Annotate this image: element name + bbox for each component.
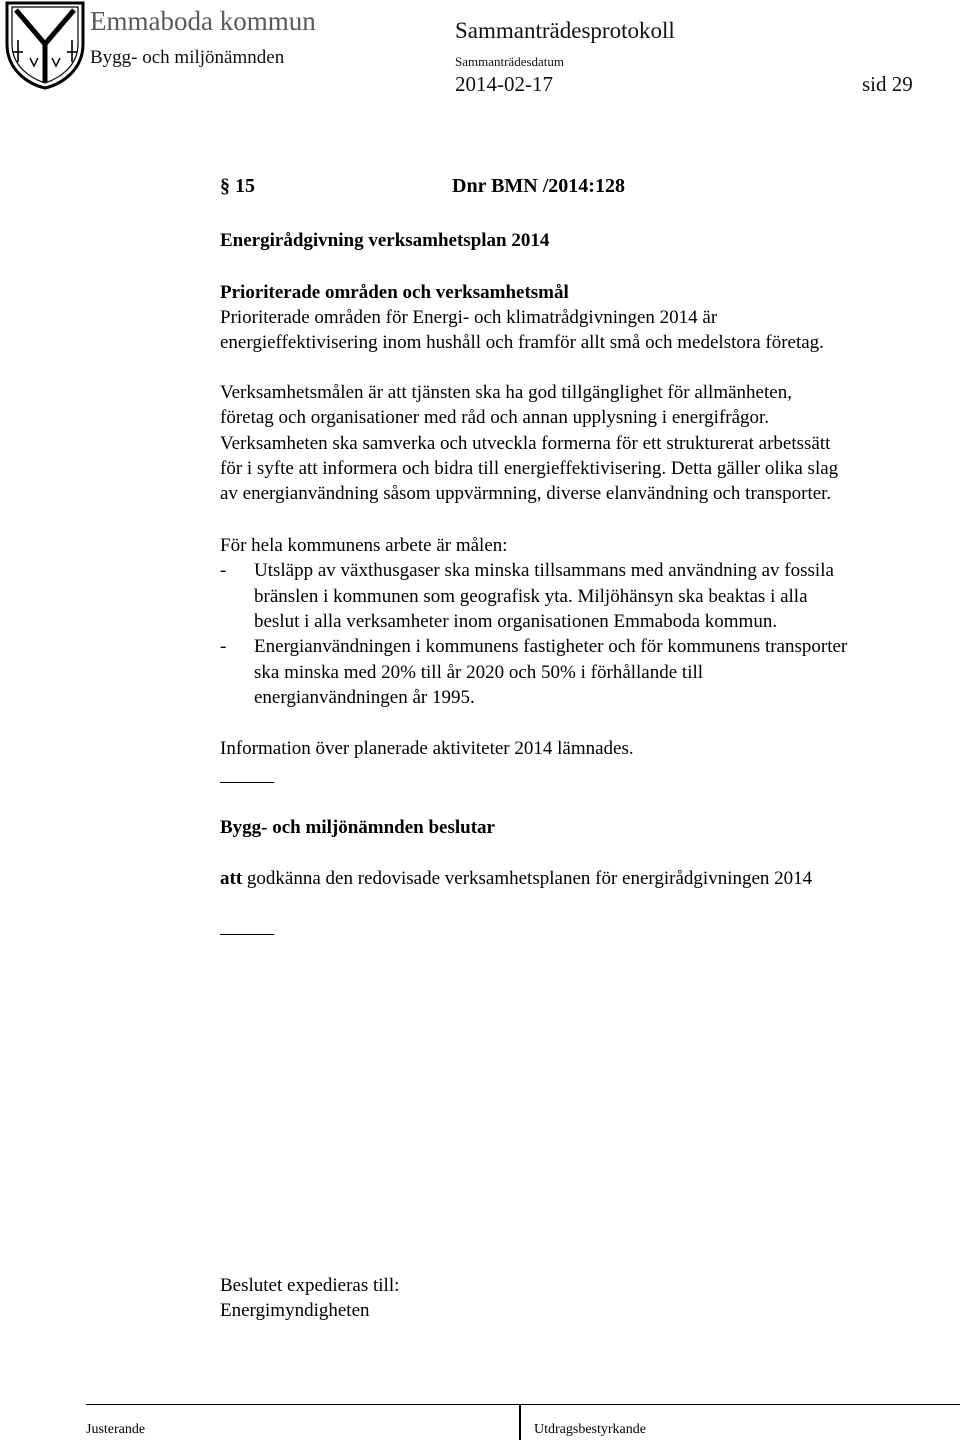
- goals-line: Verksamheten ska samverka och utveckla formerna för ett strukturerat arbetssätt: [220, 433, 831, 454]
- dispatch-recipient: Energimyndigheten: [220, 1300, 370, 1321]
- footer-rule: [86, 1404, 960, 1405]
- municipal-crest-icon: [4, 0, 86, 90]
- priority-line: Prioriterade områden för Energi- och klimatrådgivningen 2014 är: [220, 307, 718, 328]
- decision-line: [220, 866, 812, 891]
- utdragsbestyrkande-label: Utdragsbestyrkande: [534, 1422, 646, 1437]
- decision-heading: Bygg- och miljönämnden beslutar: [220, 817, 495, 838]
- goals-line: av energianvändning såsom uppvärmning, diverse elanvändning och transporter.: [220, 483, 832, 504]
- dispatch-label: Beslutet expedieras till:: [220, 1275, 400, 1296]
- goals-line: företag och organisationer med råd och annan upplysning i energifrågor.: [220, 407, 770, 428]
- bullet-line: beslut i alla verksamheter inom organisationen Emmaboda kommun.: [254, 611, 778, 632]
- bullet-line: energianvändningen år 1995.: [254, 687, 475, 708]
- goals-intro: För hela kommunens arbete är målen:: [220, 535, 508, 556]
- bullet-line: Energianvändningen i kommunens fastigheter och för kommunens transporter: [254, 636, 848, 657]
- page-number: sid 29: [862, 72, 913, 96]
- paragraph-number: § 15: [220, 175, 255, 197]
- footer-divider: [519, 1404, 521, 1440]
- bullet-line: Utsläpp av växthusgaser ska minska tillsammans med användning av fossila: [254, 560, 834, 581]
- subheading: Prioriterade områden och verksamhetsmål: [220, 282, 569, 303]
- board-name: Bygg- och miljönämnden: [90, 47, 285, 68]
- decision-text: godkänna den redovisade verksamhetsplanen för energirådgivningen 2014: [242, 868, 813, 889]
- bullet-dash: -: [220, 560, 227, 581]
- diary-number: Dnr BMN /2014:128: [452, 175, 625, 197]
- decision-att: att: [220, 868, 243, 889]
- bullet-dash: -: [220, 636, 227, 657]
- justerande-label: Justerande: [86, 1422, 146, 1437]
- priority-line: energieffektivisering inom hushåll och framför allt små och medelstora företag.: [220, 332, 824, 353]
- municipality-name: Emmaboda kommun: [90, 6, 316, 36]
- document-type: Sammanträdesprotokoll: [455, 18, 675, 43]
- separator-rule: [220, 782, 274, 783]
- separator-rule: [220, 934, 274, 935]
- goals-line: för i syfte att informera och bidra till energieffektivisering. Detta gäller olika slag: [220, 458, 839, 479]
- bullet-line: ska minska med 20% till år 2020 och 50% i förhållande till: [254, 662, 704, 683]
- information-line: Information över planerade aktiviteter 2014 lämnades.: [220, 738, 634, 759]
- bullet-line: bränslen i kommunen som geografisk yta. Miljöhänsyn ska beaktas i alla: [254, 586, 808, 607]
- meeting-date-label: Sammanträdesdatum: [455, 54, 565, 69]
- meeting-date: 2014-02-17: [455, 72, 553, 96]
- goals-line: Verksamhetsmålen är att tjänsten ska ha god tillgänglighet för allmänheten,: [220, 382, 792, 403]
- section-title: Energirådgivning verksamhetsplan 2014: [220, 230, 550, 251]
